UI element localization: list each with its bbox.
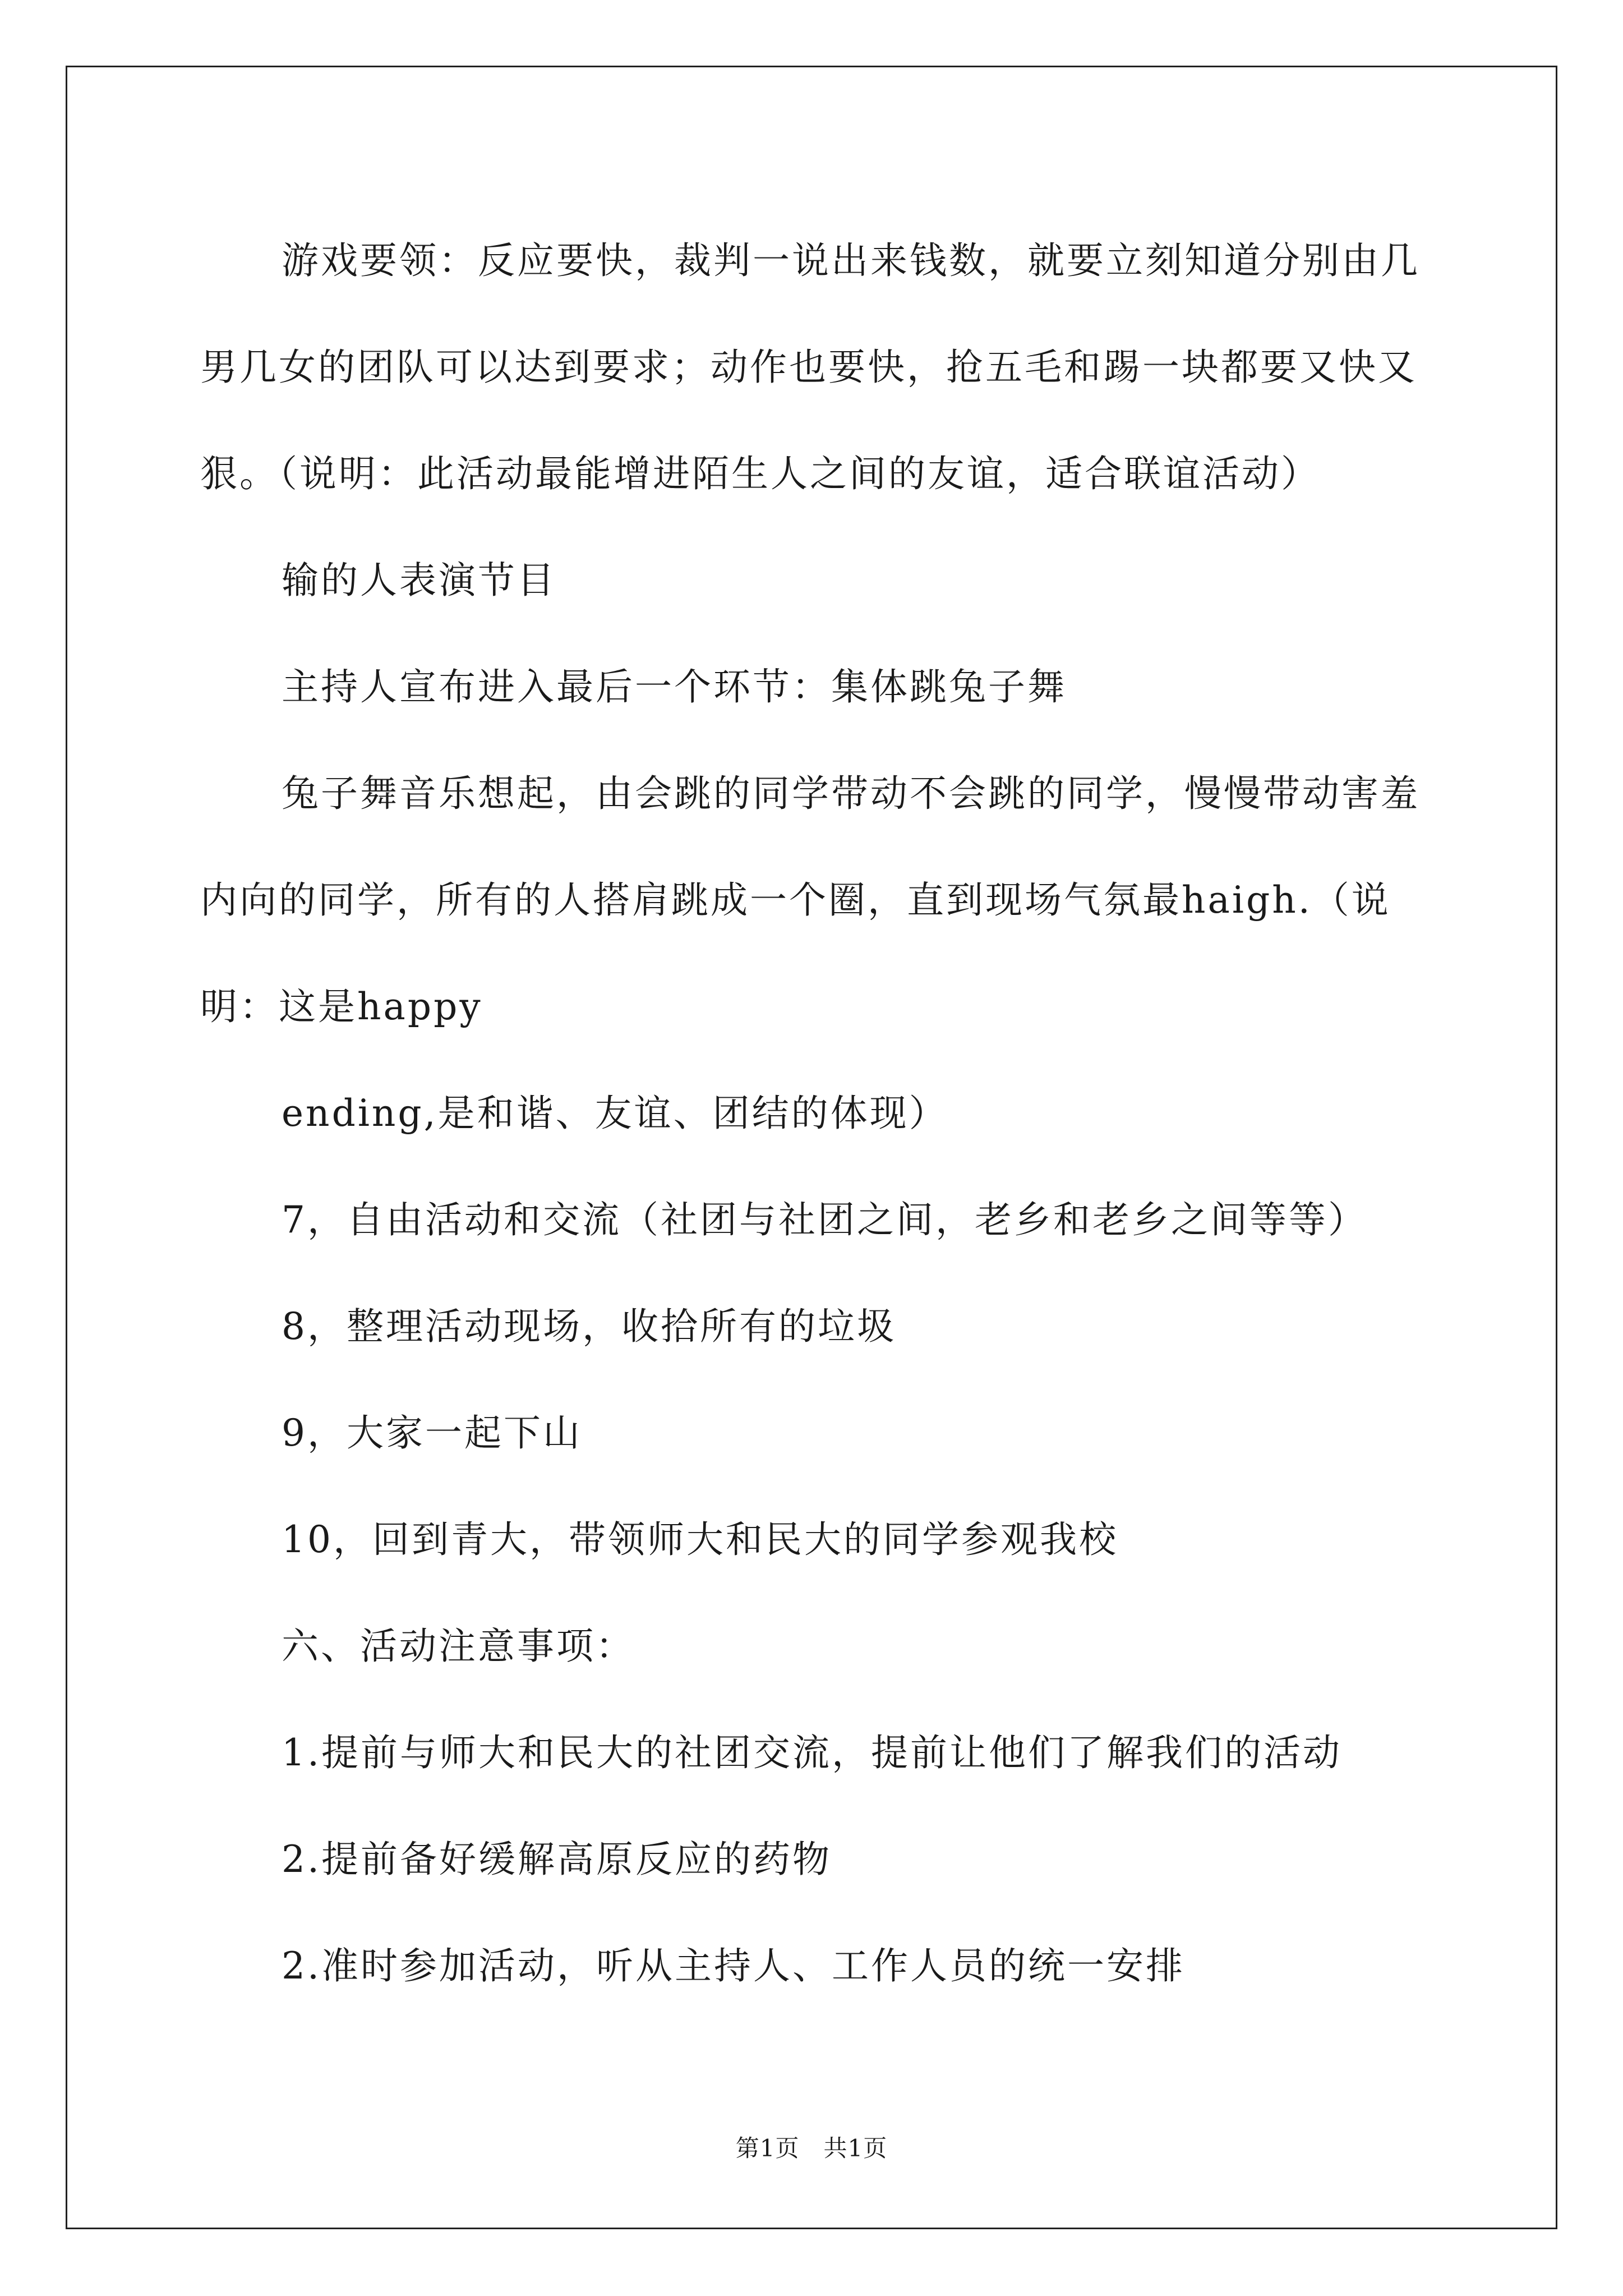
paragraph-loser-performs: 输的人表演节目: [282, 559, 556, 602]
paragraph-bunny-dance: 兔子舞音乐想起，由会跳的同学带动不会跳的同学，慢慢带动害羞内向的同学，所有的人搭肩跳成一个圈，直到现场气氛最haigh.（说明：这是happy: [200, 772, 1420, 1028]
list-item-7: 7，自由活动和交流（社团与社团之间，老乡和老乡之间等等）: [282, 1198, 1367, 1241]
note-item-1: 1.提前与师大和民大的社团交流，提前让他们了解我们的活动: [282, 1731, 1342, 1774]
note-item-2: 2.提前备好缓解高原反应的药物: [282, 1838, 832, 1881]
paragraph-happy-ending: ending,是和谐、友谊、团结的体现）: [282, 1092, 948, 1135]
list-item-9: 9，大家一起下山: [282, 1411, 582, 1455]
paragraph-final-segment: 主持人宣布进入最后一个环节：集体跳兔子舞: [282, 665, 1067, 708]
note-item-3: 2.准时参加活动，听从主持人、工作人员的统一安排: [282, 1944, 1185, 1987]
list-item-8: 8，整理活动现场，收拾所有的垃圾: [282, 1305, 896, 1348]
section-heading-notes: 六、活动注意事项：: [282, 1625, 635, 1668]
document-body: [200, 208, 1434, 2019]
paragraph-game-tips: 游戏要领：反应要快，裁判一说出来钱数，就要立刻知道分别由几男几女的团队可以达到要求；动作也要快，抢五毛和踢一块都要又快又狠。（说明：此活动最能增进陌生人之间的友谊，适合联谊活动）: [200, 239, 1420, 495]
page-footer: 第1页 共1页: [735, 2134, 888, 2162]
list-item-10: 10，回到青大，带领师大和民大的同学参观我校: [282, 1518, 1118, 1561]
